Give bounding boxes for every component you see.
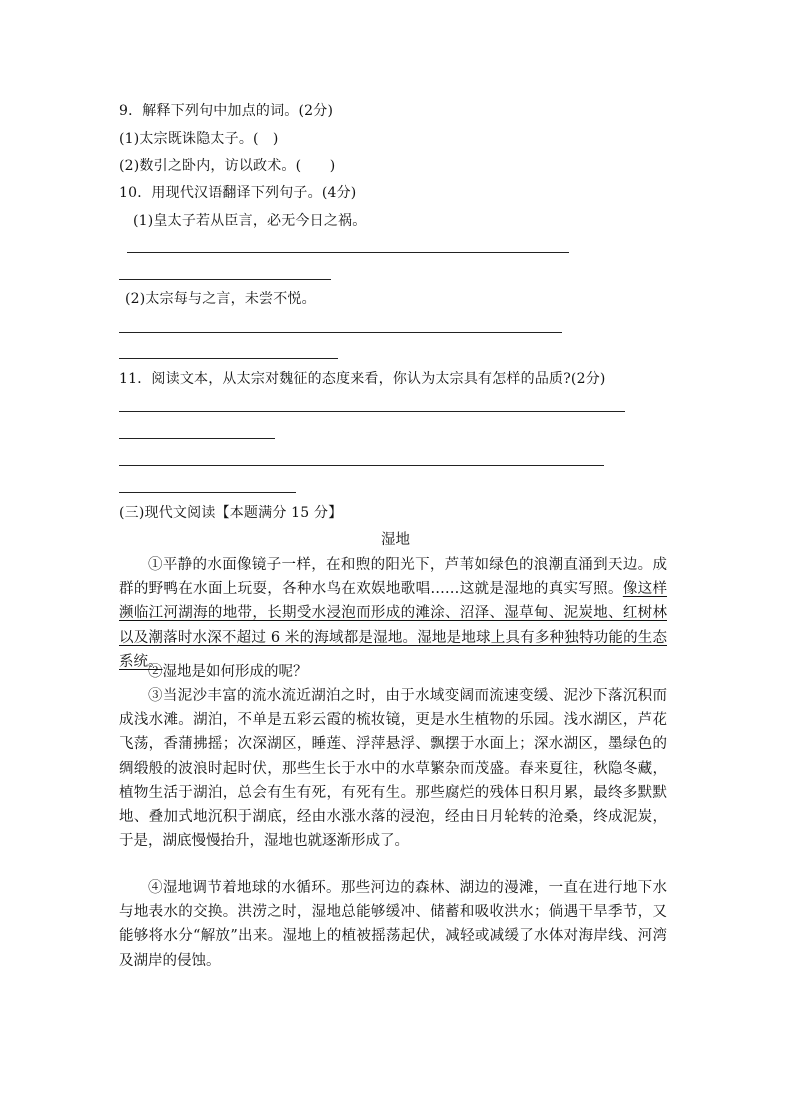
p1-underlined-text: 像这样濒临江河湖海的地带，长期受水浸泡而形成的滩涂、沼泽、湿草甸、泥炭地、红树林以及潮落时水深不超过 6 米的海域都是湿地。湿地是地球上具有多种独特功能的生态系统。 <box>119 581 668 670</box>
article-title: 湿地 <box>381 532 410 548</box>
q9-heading: 9．解释下列句中加点的词。(2分) <box>119 103 334 119</box>
article-paragraph-2: ②湿地是如何形成的呢？ <box>148 664 308 680</box>
answer-line <box>119 492 296 493</box>
answer-line <box>119 279 331 280</box>
answer-line <box>119 465 604 466</box>
answer-line <box>119 438 275 439</box>
q10-item-2: (2)太宗每与之言，未尝不悦。 <box>125 291 316 307</box>
answer-line <box>119 411 625 412</box>
q9-item-2: (2)数引之卧内，访以政术。( ) <box>119 158 336 174</box>
answer-line <box>127 252 569 253</box>
article-paragraph-1 <box>119 553 667 674</box>
q10-item-1: (1)皇太子若从臣言，必无今日之祸。 <box>133 213 367 229</box>
answer-line <box>119 332 562 333</box>
p1-plain-text: ①平静的水面像镜子一样，在和煦的阳光下，芦苇如绿色的浪潮直涌到天边。成群的野鸭在水面上玩耍，各种水鸟在欢娱地歌唱……这就是湿地的真实写照。 <box>119 557 667 598</box>
section3-heading: (三)现代文阅读【本题满分 15 分】 <box>119 505 343 521</box>
article-paragraph-4: ④湿地调节着地球的水循环。那些河边的森林、湖边的漫滩，一直在进行地下水与地表水的交换。洪涝之时，湿地总能够缓冲、储蓄和吸收洪水；倘遇干旱季节，又能够将水分“解放”出来。湿地上的植被摇荡起伏，减轻或减缓了水体对海岸线、河湾及湖岸的侵蚀。 <box>119 880 667 969</box>
q11-heading: 11．阅读文本，从太宗对魏征的态度来看，你认为太宗具有怎样的品质?(2分) <box>119 371 606 387</box>
q9-item-1: (1)太宗既诛隐太子。( ) <box>119 131 279 147</box>
answer-line <box>119 358 338 359</box>
q10-heading: 10．用现代汉语翻译下列句子。(4分) <box>119 185 357 201</box>
article-paragraph-3: ③当泥沙丰富的流水流近湖泊之时，由于水域变阔而流速变缓、泥沙下落沉积而成浅水滩。湖泊，不单是五彩云霞的梳妆镜，更是水生植物的乐园。浅水湖区，芦花飞荡，香蒲拂摇；次深湖区，睡莲、浮萍悬浮、飘摆于水面上；深水湖区，墨绿色的绸缎般的波浪时起时伏，那些生长于水中的水草繁杂而茂盛。春来夏往，秋隐冬藏，植物生活于湖泊，总会有生有死，有死有生。那些腐烂的残体日积月累，最终多默默地、叠加式地沉积于湖底，经由水涨水落的浸泡，经由日月轮转的沧桑，终成泥炭，于是，湖底慢慢抬升，湿地也就逐渐形成了。 <box>119 688 667 850</box>
